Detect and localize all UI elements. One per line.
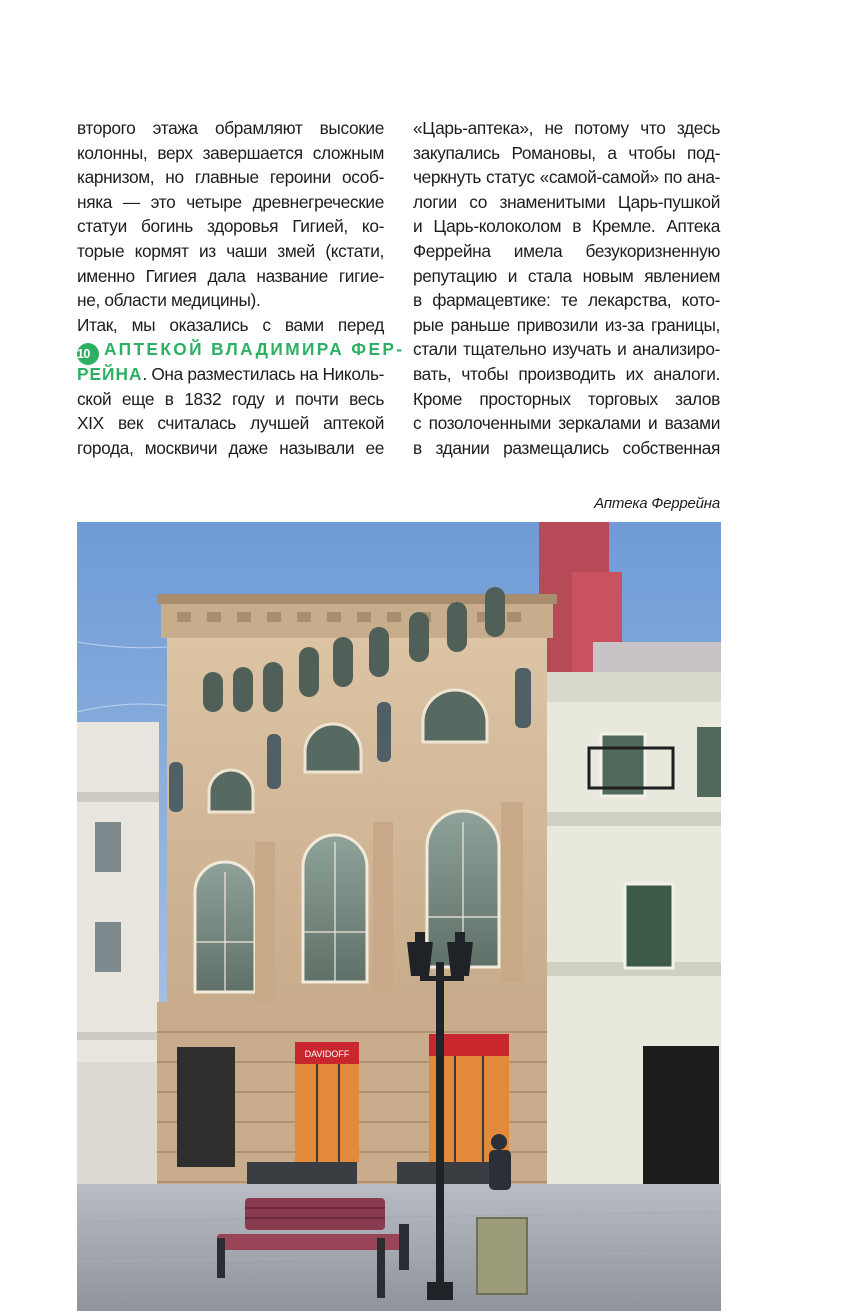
photo-caption: Аптека Феррейна [594,495,720,512]
text-line: не, области медицины). [77,290,261,311]
text-column-left [77,116,405,460]
text-line: торые кормят из чаши змей (кстати, [77,240,384,261]
text-line: закупались Романовы, а чтобы под- [413,142,720,163]
text-line: логии со знаменитыми Царь-пушкой [413,191,720,212]
text-line: репутацию и стала новым явлением [413,265,720,286]
text-line: города, москвичи даже называли ее [77,437,384,458]
text-line: XIX век считалась лучшей аптекой [77,413,384,434]
text-line: колонны, верх завершается сложным [77,142,384,163]
text-line [77,362,384,387]
text-line: карнизом, но главные героини особ- [77,167,384,188]
poi-text: . Она разместилась на Николь- [142,363,384,384]
text-column-right [413,116,720,460]
ferrein-building [157,587,577,1202]
text-line: именно Гигиея дала название гигие- [77,265,384,286]
text-line: стали тщательно изучать и анализиро- [413,339,720,360]
text-line: в здании размещались собственная [413,437,720,458]
text-line: ской еще в 1832 году и почти весь [77,388,384,409]
ferrein-pharmacy-photo [77,522,721,1311]
text-line: Феррейна имела безукоризненную [413,240,720,261]
text-line: и Царь-колоколом в Кремле. Аптека [413,216,720,237]
text-line: в фармацевтике: те лекарства, кото- [413,290,720,311]
text-line: рые раньше привозили из-за границы, [413,314,720,335]
text-line: «Царь-аптека», не потому что здесь [413,118,720,138]
trash-bin [477,1218,527,1294]
text-line: няка — это четыре древнегреческие [77,191,384,212]
poi-name: АПТЕКОЙ ВЛАДИМИРА ФЕР- [104,339,405,360]
text-line: Кроме просторных торговых залов [413,388,720,409]
poi-heading-line [77,337,405,362]
shop-sign: DAVIDOFF [304,1049,350,1059]
entrance-door [177,1047,235,1167]
poi-name-continued: РЕЙНА [77,363,143,384]
text-line: статуи богинь здоровья Гигией, ко- [77,216,384,237]
text-line: вать, чтобы производить их аналоги. [413,363,720,384]
text-line: второго этажа обрамляют высокие [77,118,384,138]
poi-number-badge: 10 [77,343,99,365]
text-line: Итак, мы оказались с вами перед [77,314,384,335]
text-line: черкнуть статус «самой-самой» по ана- [413,167,720,188]
text-line: с позолоченными зеркалами и вазами [413,413,720,434]
right-building [547,672,721,1202]
